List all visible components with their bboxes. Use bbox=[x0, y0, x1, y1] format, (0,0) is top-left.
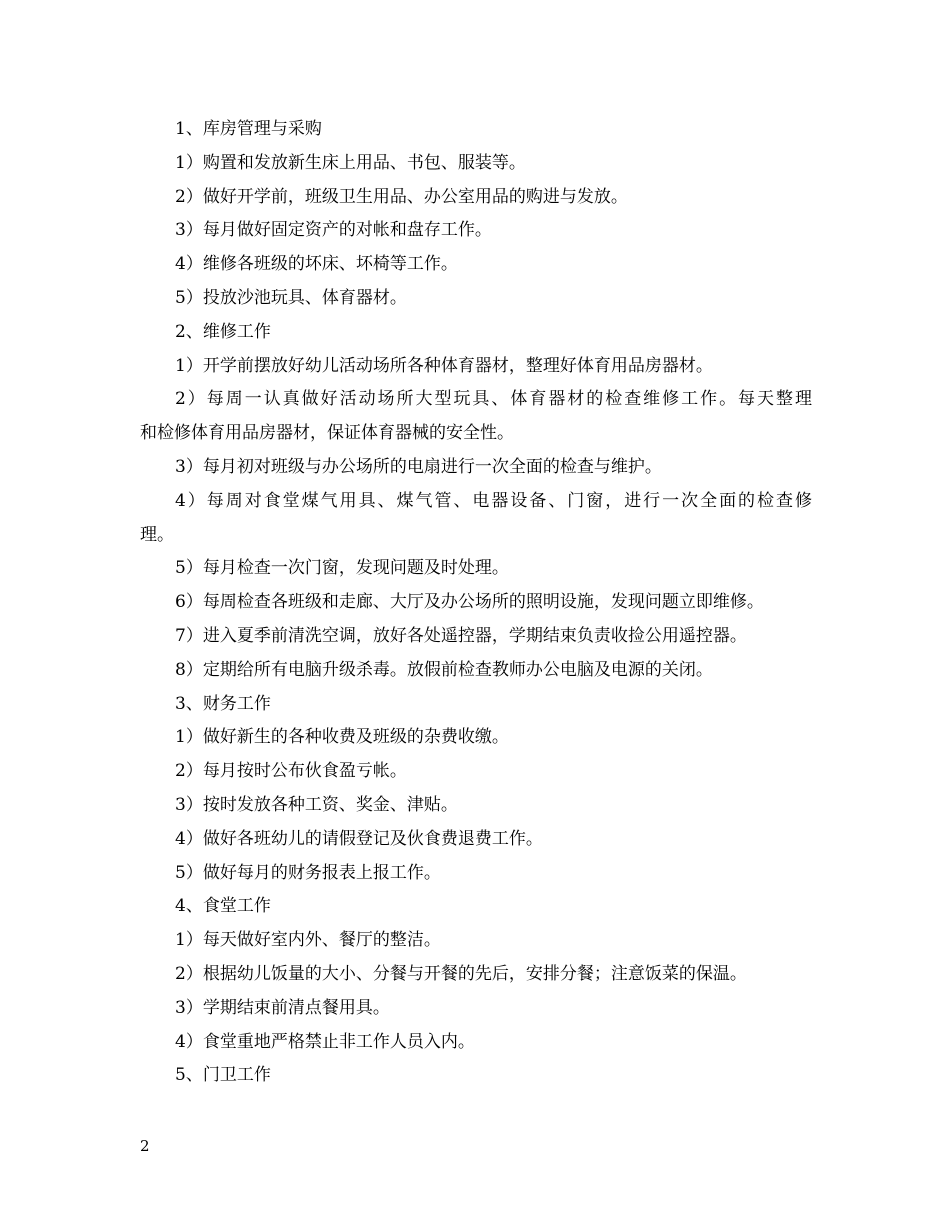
paragraph-line: 6）每周检查各班级和走廊、大厅及办公场所的照明设施，发现问题立即维修。 bbox=[175, 592, 764, 613]
paragraph-continuation-line: 和检修体育用品房器材，保证体育器械的安全性。 bbox=[140, 423, 514, 444]
paragraph-line: 2）每周一认真做好活动场所大型玩具、体育器材的检查维修工作。每天整理 bbox=[175, 389, 812, 410]
paragraph-line: 7）进入夏季前清洗空调，放好各处遥控器，学期结束负责收捡公用遥控器。 bbox=[175, 625, 747, 646]
paragraph-line: 3）按时发放各种工资、奖金、津贴。 bbox=[175, 794, 458, 815]
paragraph-line: 3）每月做好固定资产的对帐和盘存工作。 bbox=[175, 220, 492, 241]
paragraph-line: 8）定期给所有电脑升级杀毒。放假前检查教师办公电脑及电源的关闭。 bbox=[175, 659, 713, 680]
paragraph-line: 1）购置和发放新生床上用品、书包、服装等。 bbox=[175, 152, 526, 173]
section-heading-warehouse: 1、库房管理与采购 bbox=[175, 119, 322, 139]
paragraph-line: 5）投放沙池玩具、体育器材。 bbox=[175, 287, 407, 308]
paragraph-line: 4）维修各班级的坏床、坏椅等工作。 bbox=[175, 254, 458, 275]
paragraph-line: 2）每月按时公布伙食盈亏帐。 bbox=[175, 761, 407, 782]
paragraph-line: 5）每月检查一次门窗，发现问题及时处理。 bbox=[175, 558, 509, 579]
paragraph-line: 1）做好新生的各种收费及班级的杂费收缴。 bbox=[175, 727, 509, 748]
page-number: 2 bbox=[140, 1137, 150, 1155]
document-body bbox=[140, 113, 812, 1093]
section-heading-maintenance: 2、维修工作 bbox=[175, 321, 271, 342]
paragraph-line: 5）做好每月的财务报表上报工作。 bbox=[175, 862, 441, 883]
section-heading-finance: 3、财务工作 bbox=[175, 693, 271, 714]
paragraph-line: 3）每月初对班级与办公场所的电扇进行一次全面的检查与维护。 bbox=[175, 456, 662, 477]
paragraph-line: 4）做好各班幼儿的请假登记及伙食费退费工作。 bbox=[175, 828, 543, 849]
paragraph-continuation-line: 理。 bbox=[140, 524, 174, 545]
paragraph-line: 2）做好开学前，班级卫生用品、办公室用品的购进与发放。 bbox=[175, 186, 628, 207]
paragraph-line: 4）食堂重地严格禁止非工作人员入内。 bbox=[175, 1031, 475, 1052]
paragraph-line: 1）开学前摆放好幼儿活动场所各种体育器材，整理好体育用品房器材。 bbox=[175, 355, 713, 376]
section-heading-canteen: 4、食堂工作 bbox=[175, 896, 271, 917]
paragraph-line: 3）学期结束前清点餐用具。 bbox=[175, 997, 390, 1018]
paragraph-line: 1）每天做好室内外、餐厅的整洁。 bbox=[175, 930, 441, 951]
paragraph-line: 4）每周对食堂煤气用具、煤气管、电器设备、门窗，进行一次全面的检查修 bbox=[175, 490, 812, 511]
paragraph-line: 2）根据幼儿饭量的大小、分餐与开餐的先后，安排分餐；注意饭菜的保温。 bbox=[175, 963, 747, 984]
section-heading-gate: 5、门卫工作 bbox=[175, 1065, 271, 1086]
